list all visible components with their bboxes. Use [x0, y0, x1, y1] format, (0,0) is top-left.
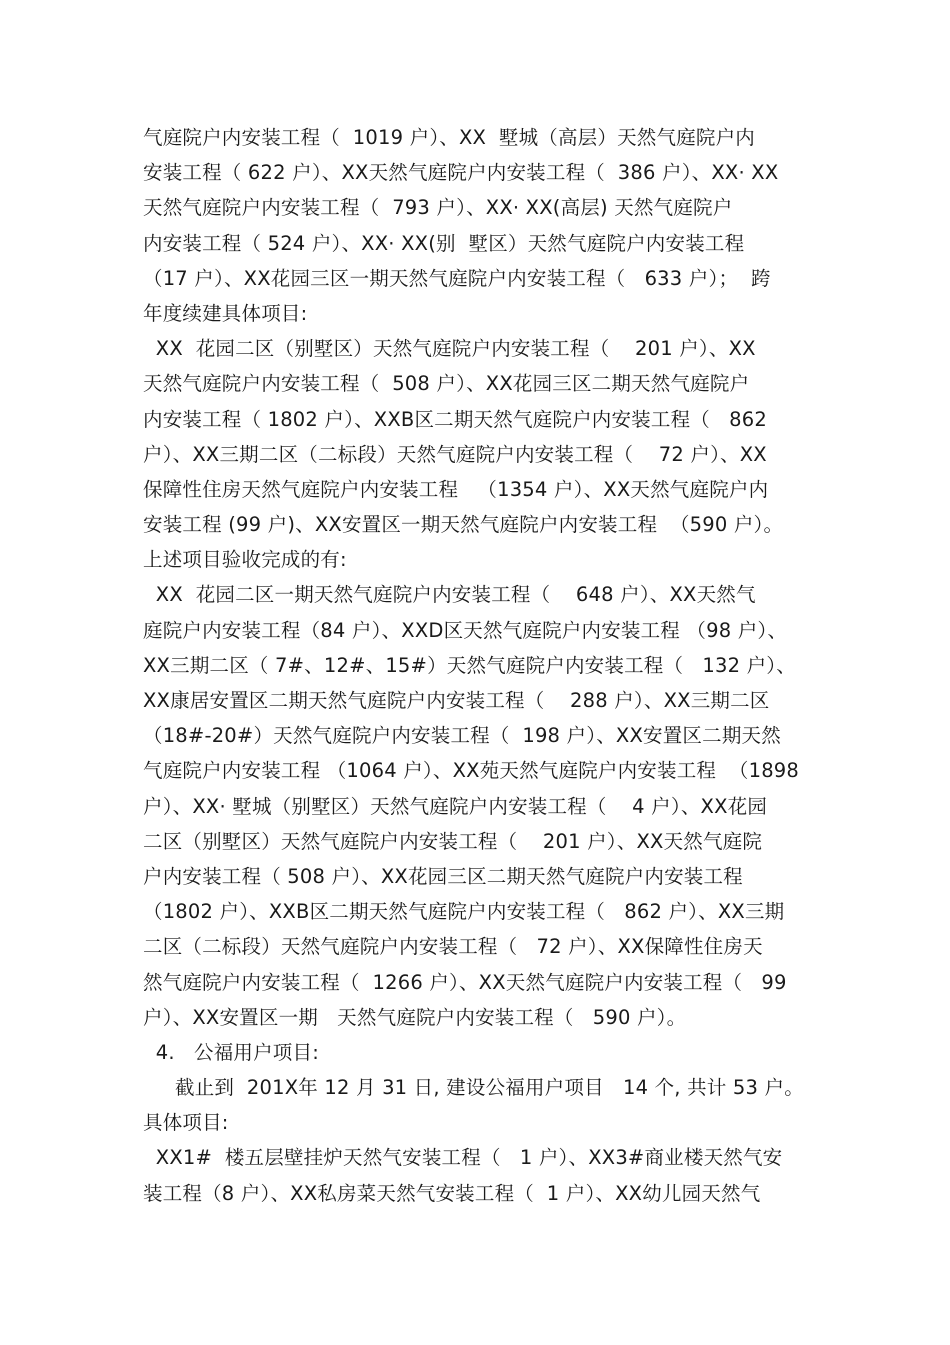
- text-line: 气庭院户内安装工程 （1064 户）、XX苑天然气庭院户内安装工程 （1898: [143, 759, 800, 783]
- text-line: 天然气庭院户内安装工程（ 508 户）、XX花园三区二期天然气庭院户: [143, 372, 750, 396]
- text-line: 装工程（8 户）、XX私房菜天然气安装工程（ 1 户）、XX幼儿园天然气: [143, 1181, 761, 1205]
- text-line: XX 花园二区一期天然气庭院户内安装工程（ 648 户）、XX天然气: [143, 583, 756, 607]
- section-heading-line: 具体项目:: [143, 1111, 229, 1135]
- text-line: 二区（二标段）天然气庭院户内安装工程（ 72 户）、XX保障性住房天: [143, 935, 763, 959]
- text-line: 然气庭院户内安装工程（ 1266 户）、XX天然气庭院户内安装工程（ 99: [143, 970, 787, 994]
- text-line: 截止到 201X年 12 月 31 日, 建设公福用户项目 14 个, 共计 53 户。: [143, 1076, 804, 1100]
- text-line: 户）、XX安置区一期 天然气庭院户内安装工程（ 590 户）。: [143, 1005, 687, 1029]
- section-heading-line: 4. 公福用户项目:: [143, 1040, 319, 1064]
- text-line: （18#-20#）天然气庭院户内安装工程（ 198 户）、XX安置区二期天然: [143, 724, 781, 748]
- text-line: 天然气庭院户内安装工程（ 793 户）、XX· XX(高层) 天然气庭院户: [143, 196, 733, 220]
- section-heading-line: 年度续建具体项目:: [143, 301, 308, 325]
- text-line: 保障性住房天然气庭院户内安装工程 （1354 户）、XX天然气庭院户内: [143, 477, 769, 501]
- text-line: 气庭院户内安装工程（ 1019 户）、XX 墅城（高层）天然气庭院户内: [143, 126, 755, 149]
- section-heading-line: 上述项目验收完成的有:: [143, 548, 347, 572]
- body-text: [143, 120, 823, 1211]
- text-line: XX 花园二区（别墅区）天然气庭院户内安装工程（ 201 户）、XX: [143, 337, 756, 361]
- text-line: 庭院户内安装工程（84 户）、XXD区天然气庭院户内安装工程 （98 户）、: [143, 618, 788, 642]
- text-line: 户）、XX三期二区（二标段）天然气庭院户内安装工程（ 72 户）、XX: [143, 442, 767, 466]
- text-line: 户内安装工程（ 508 户）、XX花园三区二期天然气庭院户内安装工程: [143, 864, 743, 888]
- text-line: 安装工程 (99 户)、XX安置区一期天然气庭院户内安装工程 （590 户）。: [143, 513, 784, 537]
- text-line: XX康居安置区二期天然气庭院户内安装工程（ 288 户）、XX三期二区: [143, 689, 770, 712]
- text-line: 内安装工程（ 1802 户）、XXB区二期天然气庭院户内安装工程（ 862: [143, 407, 767, 431]
- text-line: （17 户）、XX花园三区一期天然气庭院户内安装工程（ 633 户）； 跨: [143, 266, 771, 290]
- text-line: （1802 户）、XXB区二期天然气庭院户内安装工程（ 862 户）、XX三期: [143, 900, 785, 924]
- text-line: XX三期二区（ 7#、12#、15#）天然气庭院户内安装工程（ 132 户）、: [143, 653, 796, 677]
- text-line: 户）、XX· 墅城（别墅区）天然气庭院户内安装工程（ 4 户）、XX花园: [143, 794, 768, 818]
- text-line: 内安装工程（ 524 户）、XX· XX(别 墅区）天然气庭院户内安装工程: [143, 231, 745, 255]
- text-line: XX1# 楼五层壁挂炉天然气安装工程（ 1 户）、XX3#商业楼天然气安: [143, 1146, 783, 1170]
- text-line: 二区（别墅区）天然气庭院户内安装工程（ 201 户）、XX天然气庭院: [143, 829, 763, 853]
- text-line: 安装工程（ 622 户）、XX天然气庭院户内安装工程（ 386 户）、XX· XX: [143, 161, 779, 185]
